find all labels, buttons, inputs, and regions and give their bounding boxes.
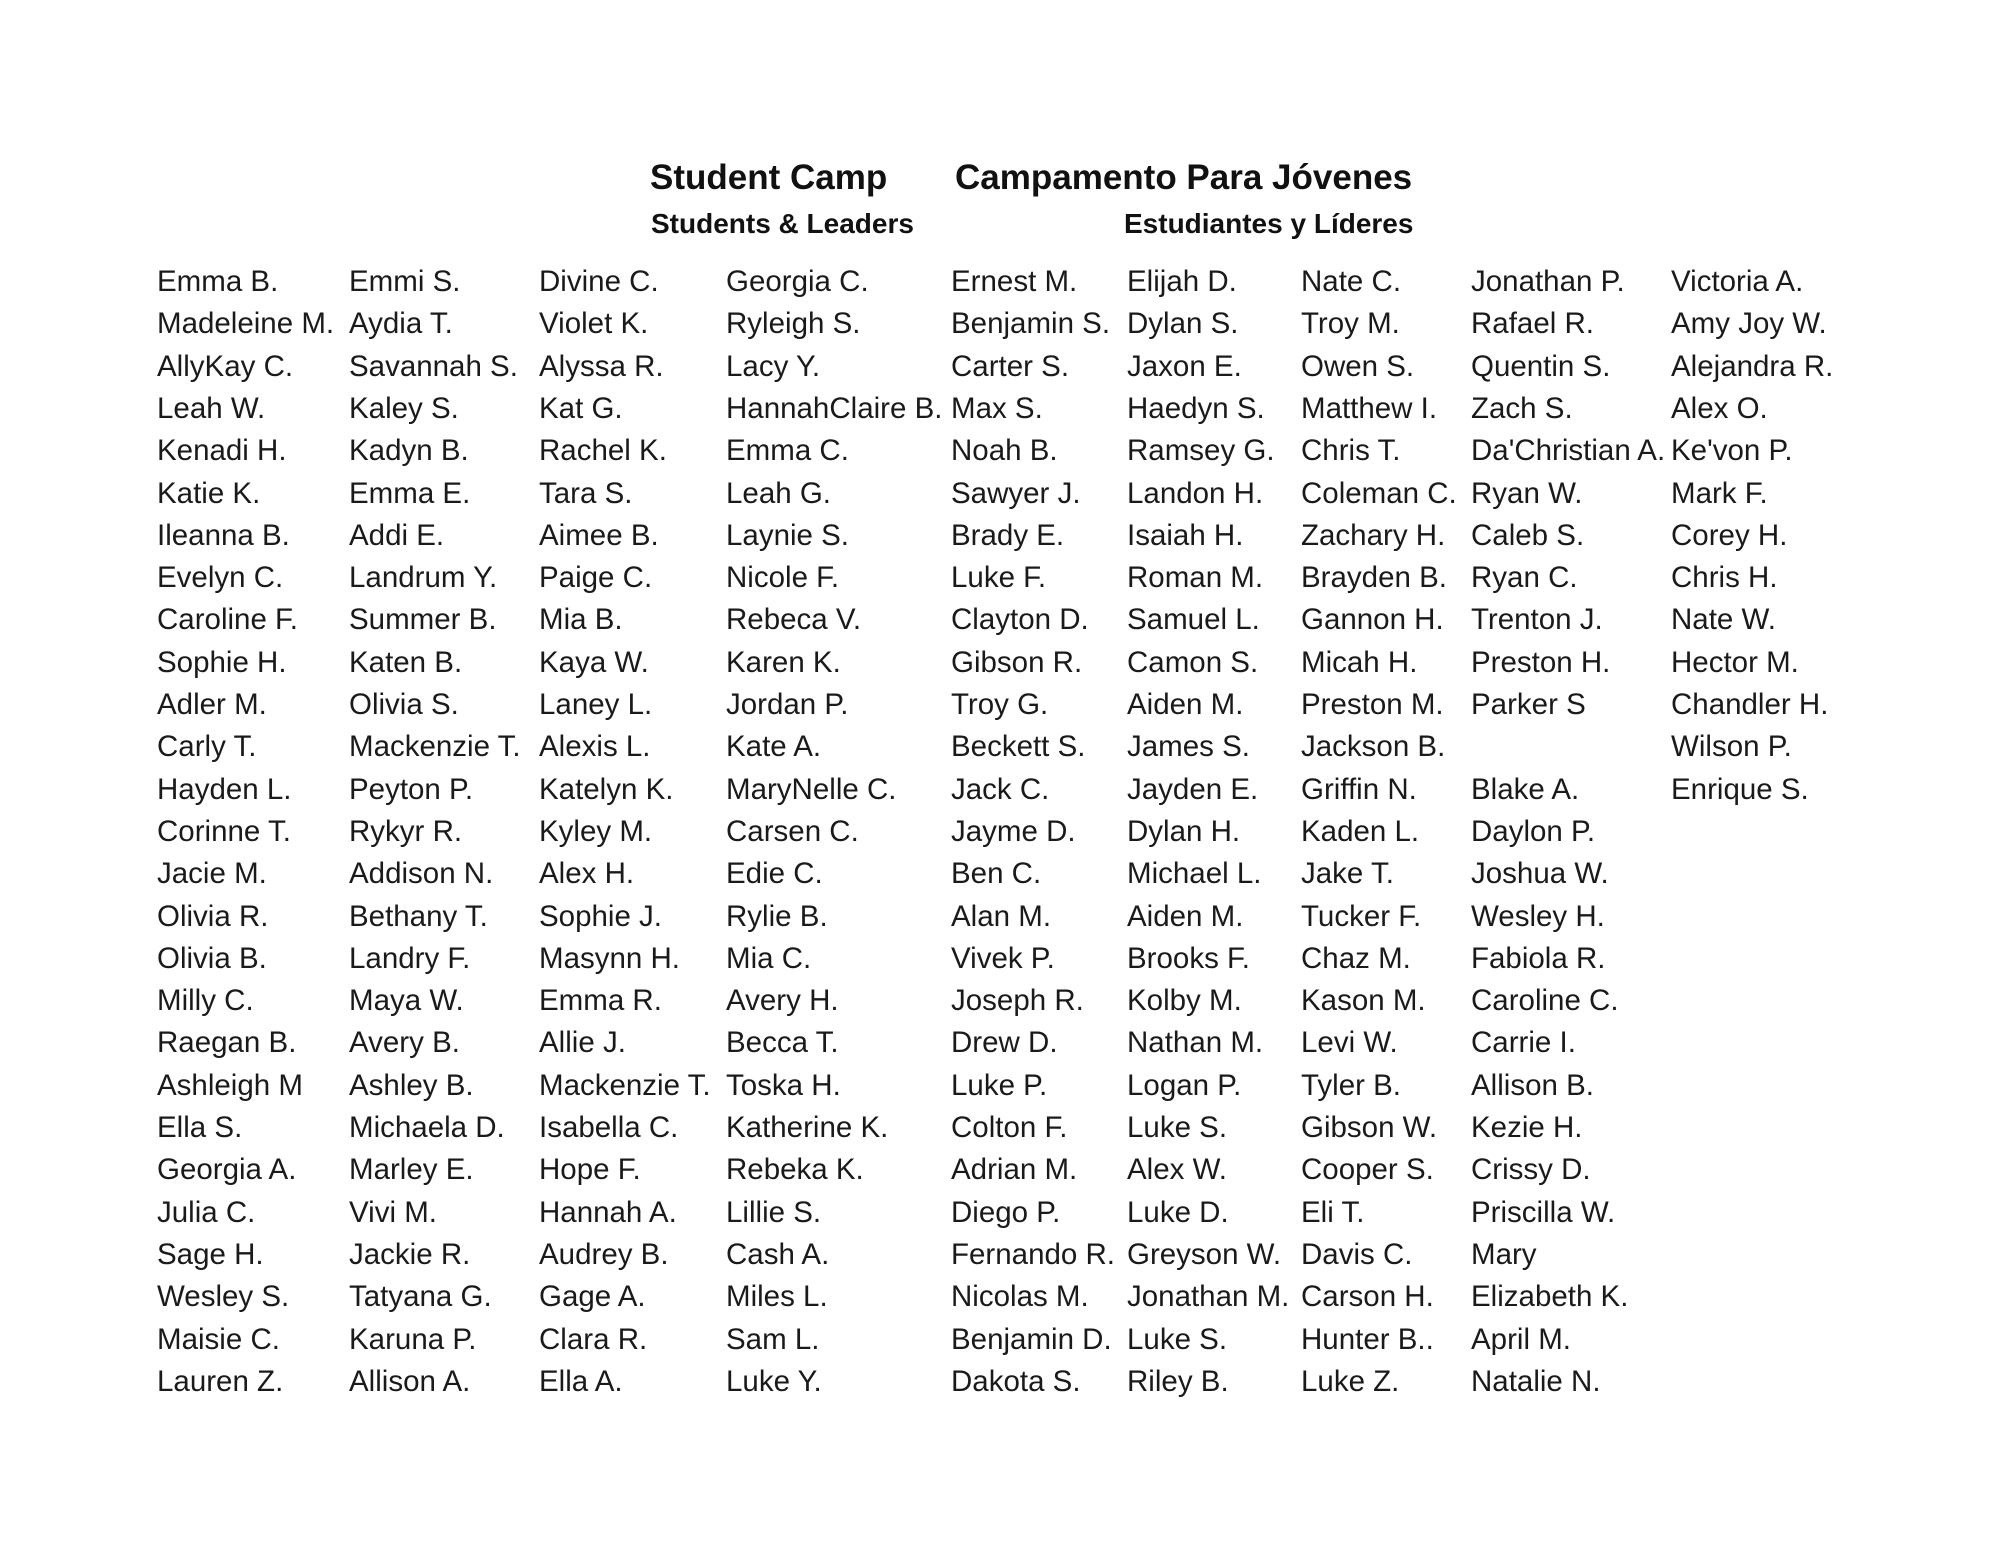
roster-name: Drew D.: [951, 1026, 1058, 1060]
roster-name: Olivia S.: [349, 688, 459, 721]
roster-name: Luke Z.: [1301, 1364, 1400, 1398]
roster-name: Chris T.: [1301, 434, 1401, 468]
roster-name: Vivi M.: [349, 1195, 437, 1229]
roster-name: Rebeka K.: [726, 1153, 864, 1187]
roster-name: Priscilla W.: [1471, 1195, 1616, 1229]
roster-name: Masynn H.: [539, 941, 680, 975]
roster-name: Gage A.: [539, 1280, 646, 1314]
roster-name: Ramsey G.: [1127, 434, 1275, 468]
roster-name: Roman M.: [1127, 561, 1264, 595]
roster-name: Emma R.: [539, 984, 662, 1018]
roster-name: Logan P.: [1127, 1068, 1242, 1102]
roster-name: Adler M.: [157, 688, 267, 721]
roster-name: Ryan W.: [1471, 476, 1583, 510]
roster-name: Dylan H.: [1127, 814, 1241, 848]
roster-name: Tyler B.: [1301, 1068, 1401, 1102]
roster-name: Camon S.: [1127, 645, 1259, 679]
roster-name: Zach S.: [1471, 391, 1573, 425]
roster-name: Allison B.: [1471, 1068, 1594, 1102]
roster-name: Benjamin S.: [951, 307, 1111, 341]
roster-name: Joseph R.: [951, 984, 1084, 1018]
roster-name: Mackenzie T.: [539, 1068, 711, 1102]
roster-name: Max S.: [951, 391, 1043, 425]
roster-name: Carsen C.: [726, 814, 859, 848]
roster-name: Levi W.: [1301, 1026, 1398, 1060]
roster-name: Maya W.: [349, 984, 464, 1018]
roster-name: Michaela D.: [349, 1111, 505, 1144]
roster-name: Landry F.: [349, 941, 471, 975]
roster-name: Caleb S.: [1471, 518, 1585, 552]
roster-name: Ryan C.: [1471, 561, 1578, 595]
roster-name: Owen S.: [1301, 349, 1415, 383]
roster-name: Corinne T.: [157, 814, 291, 848]
title-spanish: Campamento Para Jóvenes: [955, 158, 1413, 197]
roster-name: Ben C.: [951, 857, 1042, 891]
roster-name: Haedyn S.: [1127, 391, 1265, 425]
roster-name: Katelyn K.: [539, 772, 674, 806]
roster-name: Aimee B.: [539, 518, 659, 552]
roster-name: Jack C.: [951, 772, 1050, 806]
roster-name: Mary: [1471, 1237, 1537, 1271]
roster-name: Davis C.: [1301, 1237, 1413, 1271]
roster-name: Aiden M.: [1127, 899, 1244, 933]
roster-name: Violet K.: [539, 307, 649, 341]
roster-name: Alan M.: [951, 899, 1052, 933]
roster-name: Kadyn B.: [349, 434, 469, 468]
roster-name: Georgia C.: [726, 265, 869, 298]
roster-name: Hunter B..: [1301, 1322, 1434, 1356]
roster-name: Sophie J.: [539, 899, 662, 933]
roster-name: Leah G.: [726, 476, 831, 510]
roster-name: Corey H.: [1671, 518, 1788, 552]
roster-name: Olivia R.: [157, 899, 269, 933]
roster-name: Georgia A.: [157, 1153, 297, 1187]
roster-name: MaryNelle C.: [726, 772, 897, 806]
roster-name: Diego P.: [951, 1195, 1061, 1229]
roster-name: Nate W.: [1671, 603, 1776, 637]
roster-name: Victoria A.: [1671, 265, 1804, 298]
roster-name: Kat G.: [539, 391, 623, 425]
roster-name: Jayme D.: [951, 814, 1076, 848]
roster-name: Tucker F.: [1301, 899, 1422, 933]
roster-name: Luke D.: [1127, 1195, 1229, 1229]
roster-name: Jayden E.: [1127, 772, 1259, 806]
roster-name: Rafael R.: [1471, 307, 1594, 341]
roster-name: Kezie H.: [1471, 1111, 1583, 1144]
roster-name: Adrian M.: [951, 1153, 1078, 1187]
roster-name: Jonathan M.: [1127, 1280, 1290, 1314]
roster-name: Zachary H.: [1301, 518, 1446, 552]
roster-name: Alex W.: [1127, 1153, 1227, 1187]
roster-name: Ella S.: [157, 1111, 243, 1144]
roster-name: Sophie H.: [157, 645, 287, 679]
roster-name: Emma C.: [726, 434, 849, 468]
roster-name: Chandler H.: [1671, 688, 1829, 721]
roster-name: Leah W.: [157, 391, 266, 425]
roster-name: Preston H.: [1471, 645, 1611, 679]
roster-name: AllyKay C.: [157, 349, 294, 383]
roster-name: Dylan S.: [1127, 307, 1239, 341]
roster-name: Carter S.: [951, 349, 1070, 383]
roster-name: Kolby M.: [1127, 984, 1242, 1018]
roster-name: Raegan B.: [157, 1026, 297, 1060]
roster-name: Miles L.: [726, 1280, 828, 1314]
roster-name: Crissy D.: [1471, 1153, 1591, 1187]
roster-name: Ke'von P.: [1671, 434, 1793, 468]
roster-name: Blake A.: [1471, 772, 1580, 806]
roster-name: Rachel K.: [539, 434, 667, 468]
roster-name: Karen K.: [726, 645, 841, 679]
roster-name: Aydia T.: [349, 307, 453, 341]
roster-name: Marley E.: [349, 1153, 474, 1187]
roster-name: Divine C.: [539, 265, 659, 298]
roster-name: Fabiola R.: [1471, 941, 1606, 975]
roster-name: Alex O.: [1671, 391, 1768, 425]
roster-name: Carson H.: [1301, 1280, 1434, 1314]
roster-name: Kenadi H.: [157, 434, 287, 468]
roster-name: Hector M.: [1671, 645, 1799, 679]
roster-name: Ella A.: [539, 1364, 623, 1398]
roster-name: Rykyr R.: [349, 814, 463, 848]
roster-name: Savannah S.: [349, 349, 518, 383]
roster-name: Caroline C.: [1471, 984, 1619, 1018]
roster-name: Wilson P.: [1671, 730, 1792, 764]
roster-name: Colton F.: [951, 1111, 1068, 1144]
roster-name: Laynie S.: [726, 518, 849, 552]
roster-name: Quentin S.: [1471, 349, 1611, 383]
roster-name: Alex H.: [539, 857, 635, 891]
roster-name: Caroline F.: [157, 603, 299, 637]
roster-name: Hayden L.: [157, 772, 292, 806]
roster-name: Beckett S.: [951, 730, 1086, 764]
roster-name: Coleman C.: [1301, 476, 1457, 510]
roster-name: Sam L.: [726, 1322, 820, 1356]
roster-name: Jaxon E.: [1127, 349, 1242, 383]
roster-name: Avery B.: [349, 1026, 460, 1060]
roster-name: Trenton J.: [1471, 603, 1603, 637]
roster-name: Da'Christian A.: [1471, 434, 1666, 468]
roster-name: Kason M.: [1301, 984, 1426, 1018]
roster-name: Luke F.: [951, 561, 1047, 595]
subtitle-english: Students & Leaders: [651, 208, 914, 239]
roster-name: Emma B.: [157, 265, 279, 298]
roster-name: Jacie M.: [157, 857, 267, 891]
roster-name: Mackenzie T.: [349, 730, 521, 764]
roster-name: Gibson R.: [951, 645, 1083, 679]
roster-name: Addi E.: [349, 518, 445, 552]
roster-name: Vivek P.: [951, 941, 1055, 975]
roster-name: Jake T.: [1301, 857, 1394, 891]
roster-name: Kaley S.: [349, 391, 459, 425]
roster-name: Michael L.: [1127, 857, 1262, 891]
roster-name: Parker S: [1471, 688, 1586, 721]
roster-name: Preston M.: [1301, 688, 1444, 721]
roster-name: James S.: [1127, 730, 1250, 764]
roster-name: Jackie R.: [349, 1237, 471, 1271]
roster-name: Elijah D.: [1127, 265, 1237, 298]
roster-name: Tatyana G.: [349, 1280, 492, 1314]
roster-name: Natalie N.: [1471, 1364, 1601, 1398]
roster-name: Riley B.: [1127, 1364, 1229, 1398]
roster-name: Lauren Z.: [157, 1364, 284, 1398]
roster-name: Katen B.: [349, 645, 463, 679]
roster-name: Carly T.: [157, 730, 257, 764]
roster-name: Olivia B.: [157, 941, 267, 975]
roster-name: Cash A.: [726, 1237, 830, 1271]
roster-name: Luke S.: [1127, 1111, 1228, 1144]
roster-name: Cooper S.: [1301, 1153, 1434, 1187]
roster-name: Troy G.: [951, 688, 1049, 721]
roster-name: Ernest M.: [951, 265, 1078, 298]
roster-name: Milly C.: [157, 984, 254, 1018]
roster-name: Enrique S.: [1671, 772, 1809, 806]
roster-name: Wesley S.: [157, 1280, 290, 1314]
roster-name: April M.: [1471, 1322, 1571, 1356]
roster-name: Ryleigh S.: [726, 307, 861, 341]
roster-name: Isaiah H.: [1127, 518, 1244, 552]
roster-name: Alexis L.: [539, 730, 651, 764]
roster-name: Kaden L.: [1301, 814, 1420, 848]
roster-name: Noah B.: [951, 434, 1058, 468]
roster-name: Hope F.: [539, 1153, 641, 1187]
roster-name: Carrie I.: [1471, 1026, 1576, 1060]
roster-name: Ashleigh M: [157, 1068, 303, 1102]
roster-name: Luke Y.: [726, 1364, 822, 1398]
roster-name: Tara S.: [539, 476, 633, 510]
roster-name: Jonathan P.: [1471, 265, 1625, 298]
roster-name: Allie J.: [539, 1026, 626, 1060]
roster-name: HannahClaire B.: [726, 391, 943, 425]
roster-name: Brooks F.: [1127, 941, 1250, 975]
roster-name: Elizabeth K.: [1471, 1280, 1629, 1314]
roster-name: Clayton D.: [951, 603, 1089, 637]
roster-name: Summer B.: [349, 603, 497, 637]
roster-name: Matthew I.: [1301, 391, 1438, 425]
roster-name: Nicole F.: [726, 561, 840, 595]
roster-name: Jackson B.: [1301, 730, 1446, 764]
roster-name: Audrey B.: [539, 1237, 669, 1271]
roster-name: Laney L.: [539, 688, 653, 721]
roster-name: Isabella C.: [539, 1111, 679, 1144]
roster-name: Lillie S.: [726, 1195, 822, 1229]
roster-name: Emmi S.: [349, 265, 461, 298]
roster-name: Luke S.: [1127, 1322, 1228, 1356]
roster-name: Julia C.: [157, 1195, 256, 1229]
roster-name: Edie C.: [726, 857, 823, 891]
roster-name: Karuna P.: [349, 1322, 477, 1356]
roster-name: Aiden M.: [1127, 688, 1244, 721]
roster-name: Hannah A.: [539, 1195, 677, 1229]
roster-name: Mia B.: [539, 603, 623, 637]
roster-name: Nathan M.: [1127, 1026, 1264, 1060]
roster-name: Daylon P.: [1471, 814, 1596, 848]
roster-name: Chaz M.: [1301, 941, 1411, 975]
roster-name: Becca T.: [726, 1026, 839, 1060]
roster-name: Luke P.: [951, 1068, 1048, 1102]
roster-name: Sawyer J.: [951, 476, 1081, 510]
roster-name: Toska H.: [726, 1068, 841, 1102]
roster-name: Mia C.: [726, 941, 812, 975]
roster-name: Greyson W.: [1127, 1237, 1282, 1271]
roster-name: Paige C.: [539, 561, 653, 595]
roster-name: Kate A.: [726, 730, 822, 764]
roster-name: Madeleine M.: [157, 307, 335, 341]
roster-name: Emma E.: [349, 476, 471, 510]
roster-name: Amy Joy W.: [1671, 307, 1827, 341]
roster-name: Ileanna B.: [157, 518, 290, 552]
roster-name: Kyley M.: [539, 814, 653, 848]
roster-name: Sage H.: [157, 1237, 264, 1271]
roster-name: Maisie C.: [157, 1322, 280, 1356]
roster-name: Mark F.: [1671, 476, 1768, 510]
roster-name: Dakota S.: [951, 1364, 1081, 1398]
roster-name: Chris H.: [1671, 561, 1778, 595]
roster-name: Alejandra R.: [1671, 349, 1834, 383]
title-english: Student Camp: [650, 158, 888, 197]
roster-name: Jordan P.: [726, 688, 849, 721]
roster-name: Nate C.: [1301, 265, 1402, 298]
roster-name: Nicolas M.: [951, 1280, 1089, 1314]
roster-name: Micah H.: [1301, 645, 1418, 679]
roster-name: Katie K.: [157, 476, 261, 510]
roster-name: Evelyn C.: [157, 561, 284, 595]
roster-name: Landon H.: [1127, 476, 1264, 510]
roster-name: Gibson W.: [1301, 1111, 1438, 1144]
subtitle-spanish: Estudiantes y Líderes: [1124, 208, 1414, 239]
roster-name: Clara R.: [539, 1322, 648, 1356]
roster-name: Fernando R.: [951, 1237, 1115, 1271]
roster-name: Benjamin D.: [951, 1322, 1112, 1356]
roster-name: Bethany T.: [349, 899, 488, 933]
roster-name: Griffin N.: [1301, 772, 1417, 806]
roster-name: Eli T.: [1301, 1195, 1365, 1229]
roster-name: Ashley B.: [349, 1068, 474, 1102]
roster-name: Brayden B.: [1301, 561, 1447, 595]
roster-name: Wesley H.: [1471, 899, 1605, 933]
roster-name: Rylie B.: [726, 899, 828, 933]
roster-name: Gannon H.: [1301, 603, 1444, 637]
roster-name: Troy M.: [1301, 307, 1400, 341]
roster-name: Katherine K.: [726, 1111, 889, 1144]
roster-name: Samuel L.: [1127, 603, 1260, 637]
roster-name: Kaya W.: [539, 645, 649, 679]
roster-name: Joshua W.: [1471, 857, 1609, 891]
roster-name: Brady E.: [951, 518, 1065, 552]
roster-name: Lacy Y.: [726, 349, 821, 383]
roster-name: Rebeca V.: [726, 603, 862, 637]
roster-name: Alyssa R.: [539, 349, 664, 383]
roster-name: Landrum Y.: [349, 561, 498, 595]
roster-name: Addison N.: [349, 857, 494, 891]
roster-name: Peyton P.: [349, 772, 474, 806]
roster-name: Avery H.: [726, 984, 839, 1018]
roster-name: Allison A.: [349, 1364, 471, 1398]
